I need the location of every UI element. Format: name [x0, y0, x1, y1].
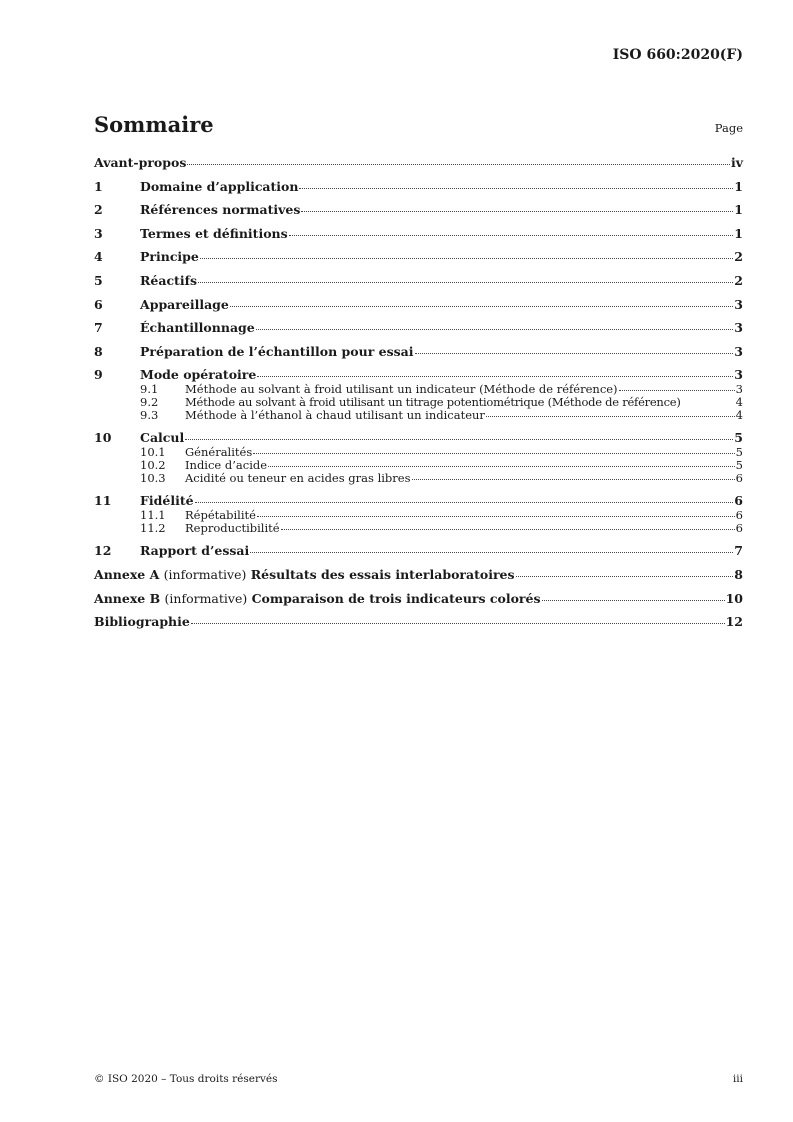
page-column-label: Page — [714, 121, 743, 135]
dot-leader — [195, 502, 734, 503]
toc-entry-6[interactable] — [94, 298, 743, 312]
toc-entry-page: iv — [730, 155, 743, 170]
toc-entry-number: 2 — [94, 202, 103, 218]
toc-subentry-page: 6 — [735, 508, 743, 523]
toc-subentry-label: Indice d’acide — [185, 458, 268, 473]
annex-title: Résultats des essais interlaboratoires — [250, 566, 515, 582]
toc-subentry-page: 5 — [735, 445, 743, 460]
toc-subentry-label: Méthode au solvant à froid utilisant un titrage potentiométrique (Méthode de référence) — [185, 395, 681, 410]
toc-subentry-number: 11.2 — [140, 521, 166, 536]
annex-prefix: Annexe A — [94, 566, 160, 582]
toc-subentry-10-3[interactable] — [94, 472, 743, 485]
dot-leader — [200, 258, 733, 259]
toc-entry-label: Principe — [140, 249, 199, 265]
dot-leader — [301, 211, 733, 212]
toc-subentry-page: 3 — [735, 382, 743, 397]
toc-entry-12[interactable] — [94, 544, 743, 558]
dot-leader — [257, 376, 733, 377]
annex-type: (informative) — [164, 590, 248, 606]
dot-leader — [257, 516, 735, 517]
toc-entry-foreword[interactable] — [94, 156, 743, 170]
toc-entry-page: 7 — [734, 543, 743, 559]
toc-subentry-number: 9.2 — [140, 395, 159, 410]
toc-entry-label: Calcul — [140, 430, 185, 446]
toc-entry-label: Rapport d’essai — [140, 543, 250, 559]
toc-entry-page: 5 — [734, 430, 743, 446]
toc-entry-page: 8 — [734, 566, 743, 582]
dot-leader — [619, 390, 735, 391]
document-id: ISO 660:2020(F) — [612, 47, 743, 63]
table-of-contents — [94, 156, 743, 639]
toc-entry-label: Termes et définitions — [140, 225, 288, 241]
dot-leader — [253, 453, 734, 454]
dot-leader — [256, 329, 734, 330]
dot-leader — [198, 282, 733, 283]
toc-entry-9[interactable] — [94, 368, 743, 382]
toc-entry-label: Domaine d’application — [140, 178, 299, 194]
dot-leader — [415, 353, 734, 354]
toc-subentry-number: 10.1 — [140, 445, 166, 460]
toc-entry-page: 1 — [734, 178, 743, 194]
toc-entry-page: 2 — [734, 272, 743, 288]
toc-entry-7[interactable] — [94, 321, 743, 335]
toc-subentry-number: 9.1 — [140, 382, 159, 397]
toc-entry-page: 2 — [734, 249, 743, 265]
toc-subentry-label: Généralités — [185, 445, 253, 460]
toc-subentry-label: Acidité ou teneur en acides gras libres — [185, 471, 411, 486]
toc-subentry-label: Méthode au solvant à froid utilisant un indicateur (Méthode de référence) — [185, 382, 618, 397]
toc-entry-page: 3 — [734, 320, 743, 336]
toc-subentry-page: 6 — [735, 521, 743, 536]
toc-subentry-label: Reproductibilité — [185, 521, 280, 536]
toc-subentry-number: 9.3 — [140, 408, 159, 423]
toc-subentry-label: Répétabilité — [185, 508, 256, 523]
toc-entry-number: 10 — [94, 430, 112, 446]
toc-entry-annex-b[interactable] — [94, 592, 743, 606]
dot-leader — [486, 416, 735, 417]
toc-entry-4[interactable] — [94, 250, 743, 264]
toc-entry-page: 1 — [734, 202, 743, 218]
toc-entry-bibliography[interactable] — [94, 615, 743, 629]
toc-entry-annex-a[interactable] — [94, 568, 743, 582]
copyright-notice: © ISO 2020 – Tous droits réservés — [94, 1073, 278, 1085]
toc-subentry-9-3[interactable] — [94, 409, 743, 422]
annex-label — [94, 568, 515, 582]
toc-entry-page: 6 — [734, 493, 743, 509]
toc-entry-11[interactable] — [94, 494, 743, 508]
toc-entry-number: 8 — [94, 343, 103, 359]
toc-entry-number: 4 — [94, 249, 103, 265]
dot-leader — [185, 439, 733, 440]
toc-entry-number: 11 — [94, 493, 112, 509]
toc-entry-label: Échantillonnage — [140, 320, 255, 336]
toc-entry-label: Bibliographie — [94, 614, 190, 630]
toc-subentry-number: 10.2 — [140, 458, 166, 473]
toc-entry-label: Avant-propos — [94, 155, 187, 170]
toc-entry-1[interactable] — [94, 180, 743, 194]
toc-subentries-10 — [94, 446, 743, 485]
toc-subentry-page: 5 — [735, 458, 743, 473]
toc-entry-number: 12 — [94, 543, 112, 559]
toc-subentry-number: 10.3 — [140, 471, 166, 486]
toc-entry-5[interactable] — [94, 274, 743, 288]
page-footer — [94, 1073, 743, 1085]
annex-prefix: Annexe B — [94, 590, 161, 606]
toc-entry-number: 5 — [94, 272, 103, 288]
dot-leader — [187, 164, 730, 165]
toc-entry-page: 3 — [734, 343, 743, 359]
toc-subentries-11 — [94, 509, 743, 535]
dot-leader — [250, 552, 733, 553]
annex-type: (informative) — [163, 566, 247, 582]
toc-entry-number: 1 — [94, 178, 103, 194]
toc-subentry-page: 6 — [735, 471, 743, 486]
dot-leader — [191, 623, 725, 624]
toc-entry-page: 12 — [725, 614, 743, 630]
toc-entry-label: Préparation de l’échantillon pour essai — [140, 343, 414, 359]
dot-leader — [516, 576, 734, 577]
toc-subentry-number: 11.1 — [140, 508, 166, 523]
toc-subentry-11-2[interactable] — [94, 522, 743, 535]
toc-title: Sommaire — [94, 112, 214, 137]
toc-entry-8[interactable] — [94, 345, 743, 359]
toc-entry-label: Références normatives — [140, 202, 301, 218]
dot-leader — [268, 466, 735, 467]
annex-label — [94, 592, 541, 606]
page-number: iii — [732, 1073, 743, 1085]
toc-entry-label: Réactifs — [140, 272, 197, 288]
toc-subentries-9 — [94, 383, 743, 422]
toc-entry-10[interactable] — [94, 431, 743, 445]
dot-leader — [289, 235, 734, 236]
toc-entry-page: 3 — [734, 296, 743, 312]
dot-leader — [281, 529, 735, 530]
toc-entry-3[interactable] — [94, 227, 743, 241]
dot-leader — [542, 600, 725, 601]
toc-entry-page: 3 — [734, 367, 743, 383]
dot-leader — [299, 188, 733, 189]
annex-title: Comparaison de trois indicateurs colorés — [251, 590, 541, 606]
toc-entry-page: 10 — [725, 590, 743, 606]
toc-entry-2[interactable] — [94, 203, 743, 217]
toc-subentry-page: 4 — [735, 408, 743, 423]
toc-entry-label: Fidélité — [140, 493, 194, 509]
toc-subentry-page: 4 — [735, 395, 743, 410]
toc-entry-label: Mode opératoire — [140, 367, 257, 383]
dot-leader — [412, 479, 735, 480]
dot-leader — [230, 306, 733, 307]
toc-entry-number: 3 — [94, 225, 103, 241]
toc-entry-label: Appareillage — [140, 296, 229, 312]
toc-entry-page: 1 — [734, 225, 743, 241]
toc-heading-row — [94, 112, 743, 137]
toc-subentry-label: Méthode à l’éthanol à chaud utilisant un indicateur — [185, 408, 485, 423]
toc-entry-number: 9 — [94, 367, 103, 383]
toc-entry-number: 6 — [94, 296, 103, 312]
toc-entry-number: 7 — [94, 320, 103, 336]
